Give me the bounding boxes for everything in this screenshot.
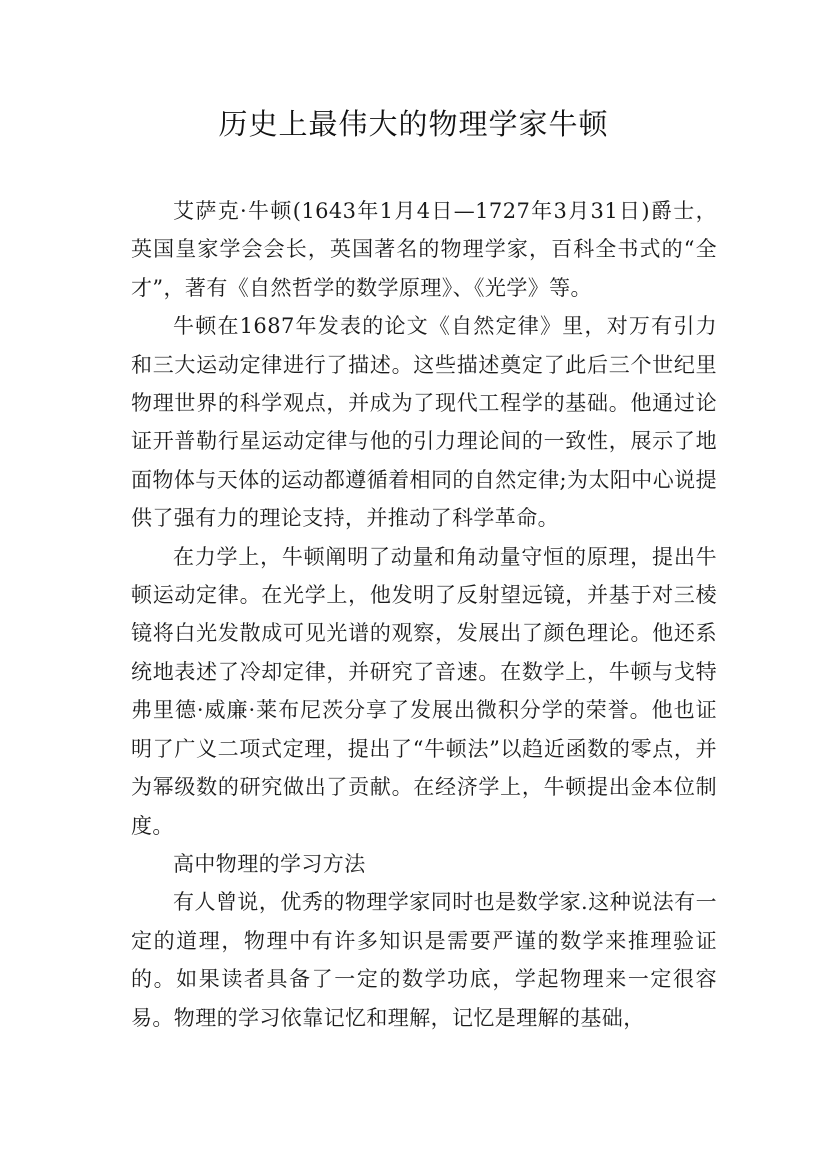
page-title: 历史上最伟大的物理学家牛顿: [218, 107, 609, 141]
section-heading-study-methods: 高中物理的学习方法: [173, 851, 366, 876]
paragraph-contributions: 在力学上，牛顿阐明了动量和角动量守恒的原理，提出牛顿运动定律。在光学上，他发明了反射望远镜，并基于对三棱镜将白光发散成可见光谱的观察，发展出了颜色理论。他还系统地表述了冷却定律，并研究了音速。在数学上，牛顿与戈特弗里德·威廉·莱布尼茨分享了发展出微积分学的荣誉。他也证明了广义二项式定理，提出了“牛顿法”以趋近函数的零点，并为幂级数的研究做出了贡献。在经济学上，牛顿提出金本位制度。: [131, 544, 717, 838]
paragraph-laws-of-motion: 牛顿在1687年发表的论文《自然定律》里，对万有引力和三大运动定律进行了描述。这些描述奠定了此后三个世纪里物理世界的科学观点，并成为了现代工程学的基础。他通过论证开普勒行星运动定律与他的引力理论间的一致性，展示了地面物体与天体的运动都遵循着相同的自然定律;为太阳中心说提供了强有力的理论支持，并推动了科学革命。: [131, 314, 717, 531]
paragraph-study-methods: 有人曾说，优秀的物理学家同时也是数学家.这种说法有一定的道理，物理中有许多知识是需要严谨的数学来推理验证的。如果读者具备了一定的数学功底，学起物理来一定很容易。物理的学习依靠记忆和理解，记忆是理解的基础，: [131, 890, 717, 1030]
paragraph-newton-biography: 艾萨克·牛顿(1643年1月4日—1727年3月31日)爵士，英国皇家学会会长，英国著名的物理学家，百科全书式的“全才”，著有《自然哲学的数学原理》、《光学》等。: [131, 199, 717, 300]
document-body: [131, 192, 717, 1037]
